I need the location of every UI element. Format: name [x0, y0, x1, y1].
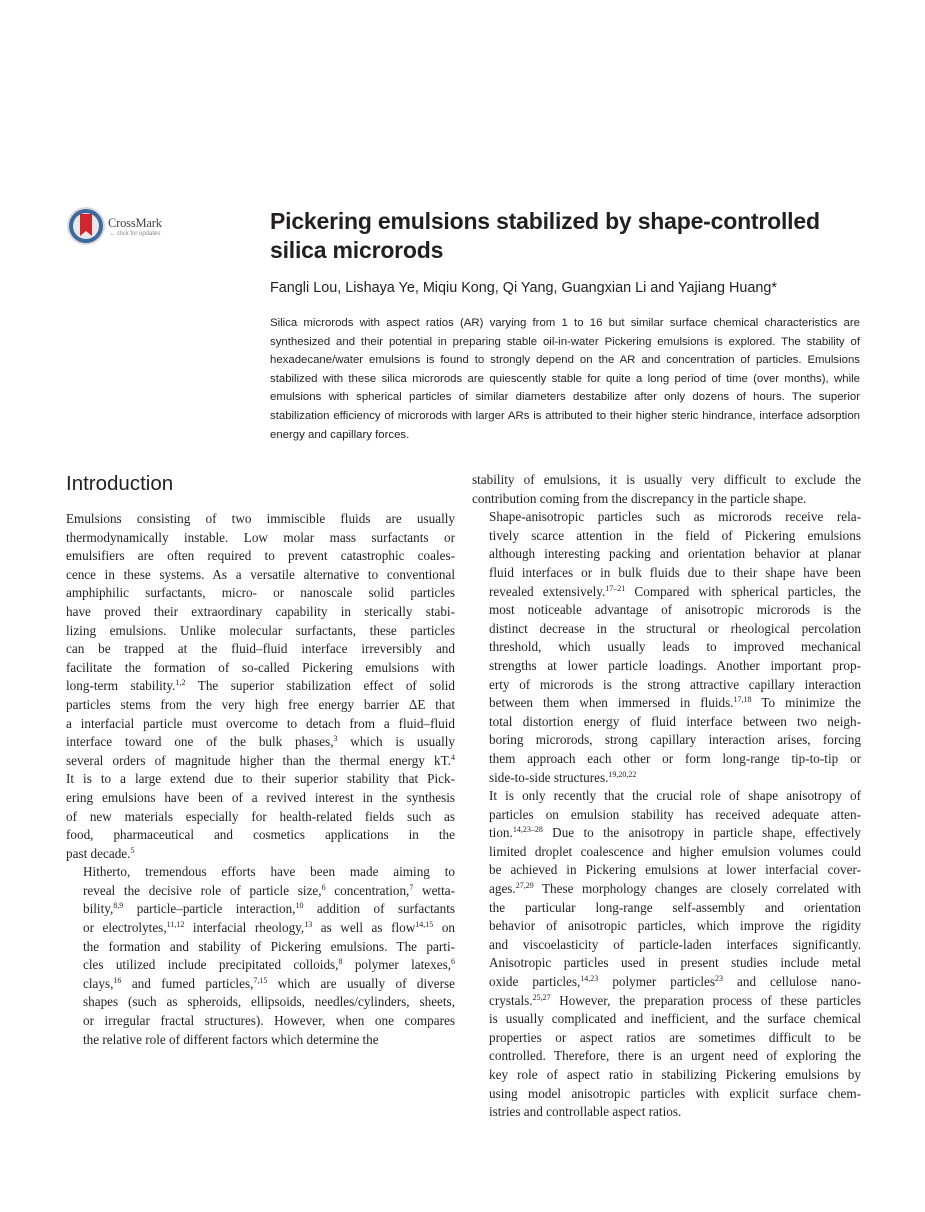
text-line: tively scarce attention in the field of Pickering emulsions [489, 527, 861, 543]
text-line: erty of microrods is the strong attractive capillary interaction [489, 676, 861, 692]
text-line: emulsifiers are often required to prevent catastrophic coales- [66, 548, 455, 564]
text-line: bility,$^{8,9}$ particle–particle interaction,$^{10}$ addition of surfactants [83, 901, 456, 917]
crossmark-sublabel: ←click for updates [110, 231, 161, 237]
text-line: and viscoelasticity of particle-laden interfaces significantly. [489, 936, 861, 952]
citation-ref[interactable]: 10 [295, 901, 304, 911]
text-line: It is only recently that the crucial role of shape anisotropy of [489, 788, 861, 804]
text-line: long-term stability.$^{1,2}$ The superior stabilization effect of solid [66, 678, 455, 694]
text-line: cence in these systems. As a versatile alternative to conventional [66, 566, 455, 582]
text-line: the relative role of different factors which determine the [83, 1031, 379, 1047]
text-line: cles utilized include precipitated colloids,$^8$ polymer latexes,$^6$ [83, 957, 455, 973]
citation-ref[interactable]: 17–21 [605, 583, 626, 593]
text-line: ering emulsions have been of a revived interest in the synthesis [66, 789, 455, 805]
citation-ref[interactable]: 5 [130, 845, 135, 855]
text-line: oxide particles,$^{14,23}$ polymer particles$^{23}$ and cellulose nano- [489, 974, 861, 990]
text-line: Hitherto, tremendous efforts have been made aiming to [83, 864, 455, 880]
text-line: ages.$^{27,29}$ These morphology changes are closely correlated with [489, 881, 861, 897]
text-line: most noticeable advantage of anisotropic microrods is the [489, 602, 861, 618]
text-line: controlled. Therefore, there is an urgent need of exploring the [489, 1048, 861, 1064]
text-line: It is to a large extend due to their superior stability that Pick- [66, 771, 455, 787]
text-line: crystals.$^{25,27}$ However, the preparation process of these particles [489, 992, 861, 1008]
citation-ref[interactable]: 3 [333, 734, 338, 744]
paragraph [66, 863, 455, 1049]
text-line: Emulsions consisting of two immiscible fluids are usually [66, 511, 455, 526]
text-line: clays,$^{16}$ and fumed particles,$^{7,15}$ which are usually of diverse [83, 975, 455, 991]
citation-ref[interactable]: 6 [451, 957, 455, 967]
text-line: or irregular fractal structures). However, when one compares [83, 1013, 455, 1029]
citation-ref[interactable]: 17,18 [733, 695, 752, 705]
text-line: limited droplet coalescence and higher emulsion volumes could [489, 843, 861, 859]
citation-ref[interactable]: 8,9 [113, 901, 124, 911]
text-line: behavior of anisotropic particles, which improve the rigidity [489, 918, 861, 934]
text-line: lizing emulsions. Unlike molecular surfactants, these particles [66, 622, 455, 638]
text-line: key role of aspect ratio in stabilizing Pickering emulsions by [489, 1067, 861, 1082]
text-line: or electrolytes,$^{11,12}$ interfacial rheology,$^{13}$ as well as flow$^{14,15}$ on [83, 920, 456, 936]
paper-title [270, 207, 870, 265]
citation-ref[interactable]: 19,20,22 [608, 769, 637, 779]
arrow-icon: ← [110, 231, 116, 237]
text-line: boring microrods, strong capillary interaction arises, forcing [489, 732, 861, 748]
crossmark-icon [66, 206, 106, 246]
text-line: interface toward one of the bulk phases,$^3$ which is usually [66, 734, 455, 750]
citation-ref[interactable]: 16 [113, 975, 122, 985]
text-line: distinct decrease in the structural or rheological percolation [489, 620, 861, 636]
text-line: particles on emulsion stability has received adequate atten- [489, 806, 861, 822]
text-line: shapes (such as spheroids, ellipsoids, needles/cylinders, sheets, [83, 994, 455, 1010]
text-line: thermodynamically instable. Low molar mass surfactants or [66, 529, 455, 545]
title-line-1: Pickering emulsions stabilized by shape-controlled [270, 208, 820, 234]
text-line: reveal the decisive role of particle size,$^6$ concentration,$^7$ wetta- [83, 882, 455, 898]
text-line: a interfacial particle must overcome to detach from a fluid–fluid [66, 715, 455, 731]
text-line: facilitate the formation of so-called Pickering emulsions with [66, 659, 455, 675]
text-line: can be trapped at the fluid–fluid interface irreversibly and [66, 641, 455, 657]
text-line: although interesting packing and orientation behavior at planar [489, 546, 861, 562]
text-line: is usually complicated and inefficient, and the surface chemical [489, 1011, 861, 1027]
citation-ref[interactable]: 6 [321, 882, 326, 892]
text-line: of new materials especially for health-related fields such as [66, 808, 455, 824]
citation-ref[interactable]: 13 [304, 920, 313, 930]
citation-ref[interactable]: 7 [409, 882, 414, 892]
text-line: amphiphilic surfactants, micro- or nanoscale solid particles [66, 585, 455, 601]
text-line: properties or aspect ratios are sometimes difficult to be [489, 1029, 861, 1045]
citation-ref[interactable]: 27,29 [515, 881, 534, 891]
citation-ref[interactable]: 11,12 [166, 920, 185, 930]
text-line: Anisotropic particles used in present studies include metal [489, 955, 861, 971]
text-line: the formation and stability of Pickering emulsions. The parti- [83, 938, 455, 954]
paragraph [66, 510, 455, 863]
text-line: contribution coming from the discrepancy in the particle shape. [472, 490, 807, 506]
citation-ref[interactable]: 8 [338, 957, 343, 967]
text-line: past decade.$^5$ [66, 845, 135, 861]
citation-ref[interactable]: 25,27 [532, 992, 551, 1002]
text-line: istries and controllable aspect ratios. [489, 1104, 682, 1120]
crossmark-label: CrossMark [108, 216, 162, 230]
section-heading-introduction: Introduction [66, 472, 174, 495]
citation-ref[interactable]: 14,15 [415, 920, 434, 930]
body-column-right [472, 471, 861, 1122]
text-line: particles stems from the very high free energy barrier ΔE that [66, 696, 455, 712]
text-line: tion.$^{14,23-28}$ Due to the anisotropy in particle shape, effectively [489, 825, 861, 841]
text-line: the particular long-range self-assembly and orientation [489, 899, 861, 915]
text-line: food, pharmaceutical and cosmetics applications in the [66, 827, 455, 843]
text-line: strengths at lower particle loadings. Another important prop- [489, 657, 861, 673]
paragraph [472, 787, 861, 1122]
citation-ref[interactable]: 14,23 [580, 974, 599, 984]
text-line: Shape-anisotropic particles such as microrods receive rela- [489, 509, 861, 525]
text-line: stability of emulsions, it is usually very difficult to exclude the [472, 472, 861, 487]
citation-ref[interactable]: 1,2 [175, 678, 186, 688]
text-line: be achieved in Pickering emulsions at lower interfacial cover- [489, 862, 861, 878]
citation-ref[interactable]: 23 [714, 974, 723, 984]
text-line: fluid interfaces or in bulk fluids due to their shape have been [489, 564, 861, 580]
text-line: several orders of magnitude higher than the thermal energy kT.$^4$ [66, 752, 455, 768]
citation-ref[interactable]: 14,23–28 [512, 825, 543, 835]
text-line: using model anisotropic particles with explicit surface chem- [489, 1085, 861, 1101]
author-list: Fangli Lou, Lishaya Ye, Miqiu Kong, Qi Yang, Guangxian Li and Yajiang Huang* [270, 280, 777, 296]
text-line: revealed extensively.$^{17-21}$ Compared with spherical particles, the [489, 583, 862, 599]
text-line: them approach each other or form long-range tip-to-tip or [489, 750, 861, 766]
text-line: side-to-side structures.$^{19,20,22}$ [489, 769, 637, 785]
text-line: threshold, which usually leads to improved mechanical [489, 639, 861, 655]
title-line-2: silica microrods [270, 237, 444, 263]
abstract: Silica microrods with aspect ratios (AR) varying from 1 to 16 but similar surface chemical characteristics are synthesized and their potential in preparing stable oil-in-water Pickering emulsions is explored. The stability of hexadecane/water emulsions is found to strongly depend on the AR and concentration of particles. Emulsions stabilized with these silica microrods are quiescently stable for quite a long period of time (over months), while emulsions with spherical particles of similar diameters destabilize after only dozens of hours. The superior stabilization efficiency of microrods with larger ARs is attributed to their higher steric hindrance, interface adsorption energy and capillary forces. [270, 317, 860, 441]
body-column-left [66, 510, 455, 1049]
citation-ref[interactable]: 7,15 [253, 975, 268, 985]
text-line: have proved their extraordinary capability in sterically stabi- [66, 603, 455, 619]
text-line: between them when immersed in fluids.$^{17,18}$ To minimize the [489, 695, 861, 711]
citation-ref[interactable]: 4 [451, 752, 455, 762]
paragraph [472, 471, 861, 508]
paragraph [472, 508, 861, 787]
text-line: total distortion energy of fluid interface between two neigh- [489, 713, 861, 729]
crossmark-badge[interactable] [66, 206, 186, 250]
